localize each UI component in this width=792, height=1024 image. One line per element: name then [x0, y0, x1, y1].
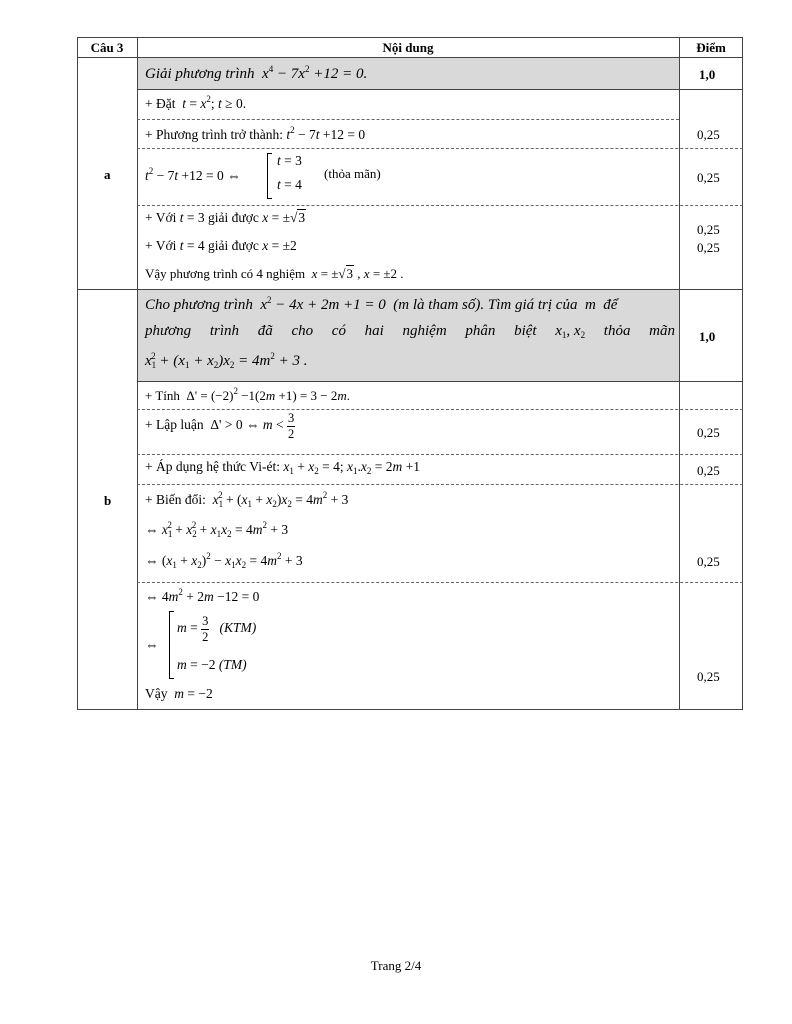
part-b-title-line2: phương trình đã cho có hai nghiệm phân biệt $x_1$, $x_2$ thỏa mãn — [145, 323, 675, 340]
part-b-equivalence: ⇔ — [145, 637, 159, 652]
header-question: Câu 3 — [90, 40, 124, 55]
part-a-case-bracket — [267, 153, 272, 199]
part-b-step-delta: + Tính $\Delta' = (-2)^2 -1(2m +1) = 3 - 2m$. — [145, 386, 350, 403]
part-b-step-argue: + Lập luận Δ' > 0 ⇔ m < $\frac{3}{2}$ — [145, 411, 295, 441]
part-b-points-transform: 0,25 — [697, 554, 720, 569]
part-a-title-points: 1,0 — [699, 67, 716, 82]
header-content: Nội dung — [382, 40, 434, 55]
part-a-title: Giải phương trình $x^4 - 7x^2 +12 = 0$. — [145, 64, 368, 82]
part-b-points-vieta: 0,25 — [697, 463, 720, 478]
part-b-title-line3: $x_1^2 + (x_1 + x_2)x_2 = 4m^2 + 3$ . — [145, 351, 308, 370]
part-a-points-4: 0,25 — [697, 240, 720, 255]
part-b-points-argue: 0,25 — [697, 425, 720, 440]
part-b-step-transform-3: ⇔ $(x_1 + x_2)^2 - x_1x_2 = 4m^2 + 3$ — [145, 551, 303, 570]
part-b-step-transform-2: ⇔ $x_1^2 + x_2^2 + x_1x_2 = 4m^2 + 3$ — [145, 520, 289, 539]
part-a-points-1: 0,25 — [697, 127, 720, 142]
part-b-case-2: m = −2 (TM) — [177, 657, 247, 672]
part-a-case-note: (thỏa mãn) — [324, 166, 381, 181]
page-number: Trang 2/4 — [370, 958, 422, 973]
part-b-step-transform-1: + Biến đổi: $x_1^2 + (x_1 + x_2)x_2 = 4m^2 + 3$ — [145, 490, 349, 509]
part-a-root-2: + Với t = 4 giải được x = ±2 — [145, 238, 297, 253]
part-a-case-1: t = 3 — [277, 153, 302, 168]
part-b-points-final: 0,25 — [697, 669, 720, 684]
part-b-conclusion: Vậy m = −2 — [145, 686, 213, 701]
part-a-root-1: + Với t = 3 giải được x = ±√3 — [145, 210, 306, 225]
header-points: Điểm — [696, 40, 726, 55]
part-a-points-3: 0,25 — [697, 222, 720, 237]
part-b-step-vieta: + Áp dụng hệ thức Vi-ét: $x_1 + x_2 = 4$; $x_1.x_2 = 2m +1$ — [145, 459, 420, 476]
part-a-step-solve: $t^2 - 7t +12 = 0$ ⇔ — [145, 166, 241, 183]
part-a-points-2: 0,25 — [697, 170, 720, 185]
scoring-table — [77, 37, 743, 710]
part-b-title-points: 1,0 — [699, 329, 716, 344]
part-b-label: b — [104, 493, 112, 508]
part-b-title-line1: Cho phương trình $x^2 - 4x + 2m +1 = 0$ (m là tham số). Tìm giá trị của m để — [145, 295, 618, 313]
part-a-conclusion: Vậy phương trình có 4 nghiệm x = ±√3 , x = ±2 . — [145, 266, 404, 281]
part-b-case-1: m = $\frac{3}{2}$ (KTM) — [177, 614, 257, 644]
part-a-step-substitution: + Đặt $t = x^2$; t ≥ 0. — [145, 94, 247, 111]
part-a-step-new-equation: + Phương trình trở thành: $t^2 - 7t +12 = 0$ — [145, 125, 366, 142]
part-b-case-bracket — [169, 611, 174, 679]
part-a-label: a — [104, 167, 111, 182]
part-a-case-2: t = 4 — [277, 177, 302, 192]
part-b-step-quadratic: ⇔ $4m^2 + 2m -12 = 0$ — [145, 587, 260, 604]
